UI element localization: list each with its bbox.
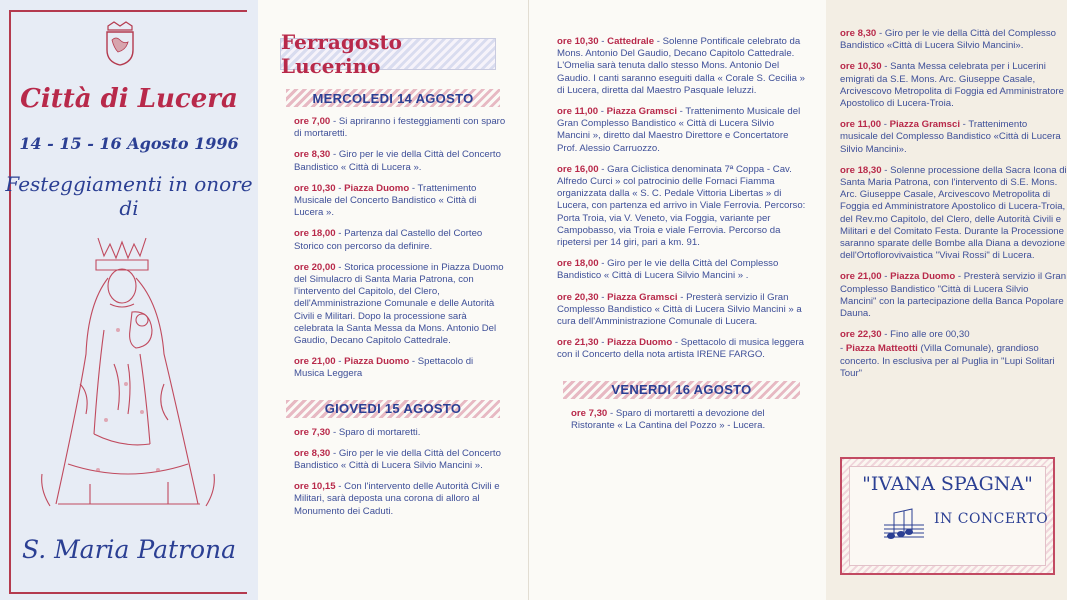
event-thu-1800: ore 18,00 - Giro per le vie della Città del Complesso Bandistico « Città di Lucera Silvio Mancini » . <box>557 258 779 282</box>
day-header-wednesday: MERCOLEDI 14 AGOSTO <box>280 86 506 110</box>
event-wed-0830: ore 8,30 - Giro per le vie della Città del Concerto Bandistico « Città di Lucera ». <box>294 149 501 173</box>
music-notes-icon <box>882 507 926 547</box>
madonna-illustration <box>28 234 228 524</box>
event-fri-1030: ore 10,30 - Santa Messa celebrata per i Lucerini emigrati da S.E. Mons. Arc. Giuseppe Casale, Arcivescovo Metropolita di Foggia ed Amministratore Apostolico di Lucera-Troia. <box>840 61 1064 110</box>
event-fri-matteotti: - Piazza Matteotti (Villa Comunale), grandioso concerto. In esclusiva per al Puglia in "Lupi Solitari Tour" <box>840 343 1055 379</box>
event-wed-2000: ore 20,00 - Storica processione in Piazza Duomo del Simulacro di Santa Maria Patrona, con l'intervento del Capitolo, del Clero, dell'Amministrazione Comunale e delle Autorità Civili e Militari. Dopo la processione sarà celebrata la Santa Messa da Mons. Antonio Del Gaudio, Decano Capitolo Cattedrale. <box>294 261 504 347</box>
event-wed-0700: ore 7,00 - Si apriranno i festeggiamenti con sparo di mortaretti. <box>294 116 506 140</box>
event-thu-1030: ore 10,30 - Cattedrale - Solenne Pontificale celebrato da Mons. Antonio Del Gaudio, Decano Capitolo Cattedrale. L'Omelia sarà tenuta dallo stesso Mons. Antonio Del Gaudio. I canti saranno eseguiti dalla « Corale S. Cecilia » di Lucera, diretta dal Maestro Pasquale Ieluzzi. <box>557 36 805 96</box>
event-fri-0730: ore 7,30 - Sparo di mortaretti a devozione del Ristorante « La Cantina del Pozzo » - Lucera. <box>571 407 766 431</box>
event-thu-2130: ore 21,30 - Piazza Duomo - Spettacolo di musica leggera con il Concerto della nota artista IRENE FARGO. <box>557 337 804 361</box>
concert-box <box>840 457 1055 575</box>
cover-patron: S. Maria Patrona <box>21 535 237 564</box>
event-fri-2100: ore 21,00 - Piazza Duomo - Presterà servizio il Gran Complesso Bandistico "Città di Lucera Silvio Mancini" con la partecipazione della Banca Popolare Dauna. <box>840 271 1067 320</box>
event-fri-1830: ore 18,30 - Solenne processione della Sacra Icona di Santa Maria Patrona, con l'intervento di S.E. Mons. Arc. Giuseppe Casale, Arcivescovo Metropolita di Foggia ed Amministratore Apostolico di Lucera-Troia, del Rev.mo Capitolo, del Clero, delle Autorità Civili e Militari e del Comitato Festa. Durante la Processione saranno sparate delle Bombe alla Diana a devozione dell'Ortoflorovivaistica "Vivai Rossi" di Lucera. <box>840 164 1067 262</box>
program-title: Ferragosto Lucerino <box>280 38 496 70</box>
city-crest-icon <box>104 20 136 66</box>
cover-subtitle: Festeggiamenti in onore di <box>5 172 253 220</box>
event-thu-1100: ore 11,00 - Piazza Gramsci - Trattenimento Musicale del Gran Complesso Bandistico « Città di Lucera Silvio Mancini », diretto dal Maestro Direttore e Concertatore Prof. Alessio Carruozzo. <box>557 106 801 154</box>
program-panel-3 <box>826 0 1067 600</box>
event-wed-1800: ore 18,00 - Partenza dal Castello del Corteo Storico con percorso da definire. <box>294 228 483 252</box>
event-wed-2100: ore 21,00 - Piazza Duomo - Spettacolo di Musica Leggera <box>294 356 474 380</box>
event-thu-1600: ore 16,00 - Gara Ciclistica denominata 7ª Coppa - Cav. Alfredo Curci » col patrocinio delle Fornaci Fiamma organizzata dalla « S. C. Pedale Vittoria Libertas » di Lucera, con partenza ed arrivo in Viale Ferrovia. Percorso: Porta Troia, via V. Veneto, via Foggia, variante per Campobasso, via Troia e viale Ferrovia. Percorso da ripetersi per 14 giri, pari a km. 91. <box>557 163 806 249</box>
day-header-friday: VENERDI 16 AGOSTO <box>557 378 806 402</box>
day-header-thursday: GIOVEDI 15 AGOSTO <box>280 397 506 421</box>
event-fri-1100: ore 11,00 - Piazza Gramsci - Trattenimento musicale del Complesso Bandistico «Città di Lucera Silvio Mancini». <box>840 119 1061 155</box>
event-thu-2030: ore 20,30 - Piazza Gramsci - Presterà servizio il Gran Complesso Bandistico « Città di Lucera Silvio Mancini » a cura dell'Amministrazione Comunale di Lucera. <box>557 291 802 328</box>
program-panel-2 <box>528 0 826 600</box>
event-thu-0730: ore 7,30 - Sparo di mortaretti. <box>294 426 421 438</box>
event-fri-2230: ore 22,30 - Fino alle ore 00,30 <box>840 329 970 341</box>
program-panel-1 <box>258 0 528 600</box>
event-fri-0830: ore 8,30 - Giro per le vie della Città del Complesso Bandistico «Città di Lucera Silvio Mancini». <box>840 28 1056 52</box>
event-thu-0830: ore 8,30 - Giro per le vie della Città del Concerto Bandistico « Città di Lucera Silvio Mancini ». <box>294 447 501 472</box>
cover-panel <box>0 0 258 600</box>
concert-label: IN CONCERTO <box>934 511 1049 527</box>
cover-title: Città di Lucera <box>20 84 238 114</box>
event-thu-1015: ore 10,15 - Con l'intervento delle Autorità Civili e Militari, sarà deposta una corona di alloro al Monumento dei Caduti. <box>294 481 500 517</box>
event-wed-1030: ore 10,30 - Piazza Duomo - Trattenimento Musicale del Concerto Bandistico « Città di Lucera ». <box>294 182 477 219</box>
concert-artist: "IVANA SPAGNA" <box>862 473 1033 495</box>
cover-dates: 14 - 15 - 16 Agosto 1996 <box>19 134 239 153</box>
